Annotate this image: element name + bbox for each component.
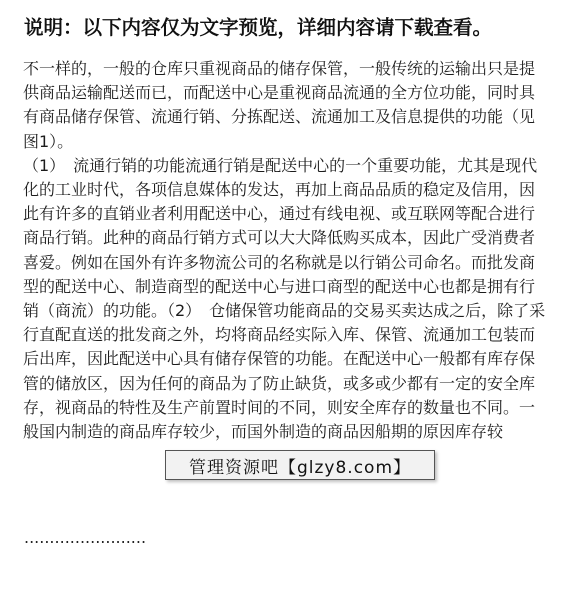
paragraph-1: 不一样的，一般的仓库只重视商品的储存保管，一般传统的运输出只是提供商品运输配送而已，而配送中心是重视商品流通的全方位功能，同时具有商品储存保管、流通行销、分拣配送、流通加工及信息提供的功能（见图1）。 (23, 59, 536, 151)
truncation-ellipsis: ........................ (24, 528, 147, 547)
document-body (23, 57, 548, 444)
preview-notice: 说明：以下内容仅为文字预览，详细内容请下载查看。 (24, 16, 493, 39)
paragraph-2: （1） 流通行销的功能流通行销是配送中心的一个重要功能，尤其是现代化的工业时代，各项信息媒体的发达，再加上商品品质的稳定及信用，因此有许多的直销业者利用配送中心，通过有线电视、或互联网等配合进行商品行销。此种的商品行销方式可以大大降低购买成本，因此广受消费者喜爱。例如在国外有许多物流公司的名称就是以行销公司命名。而批发商型的配送中心、制造商型的配送中心与进口商型的配送中心也都是拥有行销（商流）的功能。（2） 仓储保管功能商品的交易买卖达成之后，除了采行直配直送的批发商之外，均将商品经实际入库、保管、流通加工包装而后出库，因此配送中心具有储存保管的功能。在配送中心一般都有库存保管的储放区，因为任何的商品为了防止缺货，或多或少都有一定的安全库存，视商品的特性及生产前置时间的不同，则安全库存的数量也不同。一般国内制造的商品库存较少，而国外制造的商品因船期的原因库存较 (23, 155, 546, 442)
watermark-banner: 管理资源吧【glzy8.com】 (165, 450, 435, 480)
